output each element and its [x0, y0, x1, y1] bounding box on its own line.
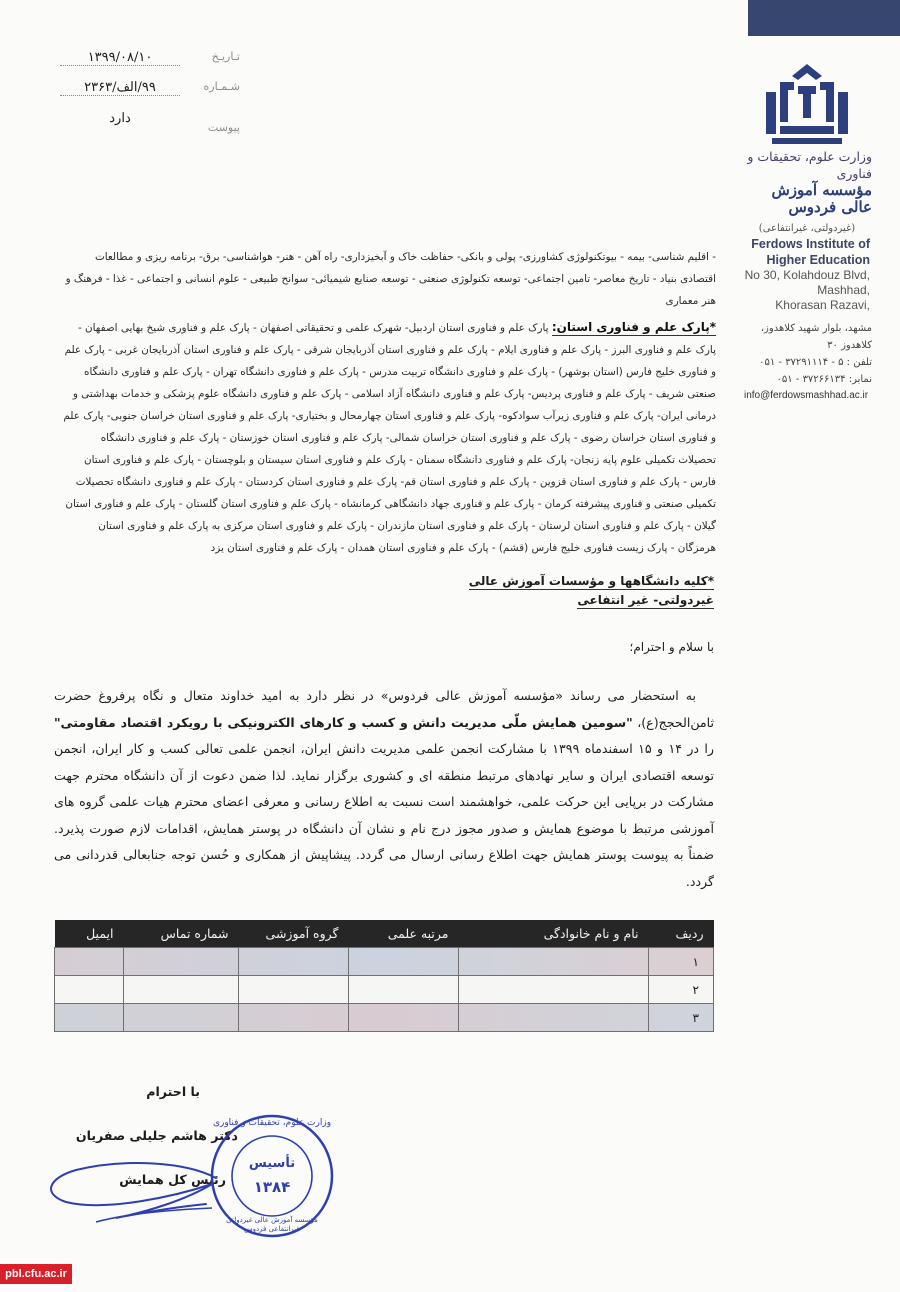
attachment-label: پیوست [207, 121, 240, 134]
table-cell[interactable] [349, 948, 459, 976]
footer-watermark: pbl.cfu.ac.ir [0, 1264, 72, 1284]
col-row: ردیف [649, 920, 714, 948]
parks-text: پارک علم و فناوری استان اردبیل- شهرک علمی و تحقیقاتی اصفهان - پارک علم و فناوری شیخ بهایی اصفهان - پارک علم و فناوری البرز - پارک علم و فناوری ایلام - پارک علم و فناوری استان آذربایجان شرقی - پارک علم و فناوری استان آذربایجان غربی - پارک علم و فناوری خلیج فارس (استان بوشهر) - پارک علم و فناوری دانشگاه تربیت مدرس - پارک علم و فناوری دانشگاه تهران - پارک علم و فناوری دانشگاه صنعتی شریف - پارک علم و فناوری پردیس- پارک علم و فناوری دانشگاه آزاد اسلامی - پارک علم و فناوری دانشگاه علوم پزشکی و خدمات بهداشتی و درمانی ایران- پارک علم و فناوری زیرآب سوادکوه- پارک علم و فناوری استان چهارمحال و بختیاری- پارک علم و فناوری استان خراسان جنوبی- پارک علم و فناوری استان خراسان رضوی - پارک علم و فناوری استان خراسان شمالی- پارک علم و فناوری استان خوزستان - پارک علم و فناوری دانشگاه تحصیلات تکمیلی علوم پایه زنجان- پارک علم و فناوری دانشگاه سمنان - پارک علم و فناوری استان سیستان و بلوچستان - پارک علم و فناوری استان فارس - پارک علم و فناوری استان قزوین - پارک علم و فناوری استان قم- پارک علم و فناوری استان کردستان - پارک علم و فناوری دانشگاه تحصیلات تکمیلی صنعتی و فناوری پیشرفته کرمان - پارک علم و فناوری جهاد دانشگاهی کرمانشاه - پارک علم و فناوری استان گلستان - پارک علم و فناوری استان گیلان - پارک علم و فناوری استان لرستان - پارک علم و فناوری استان مازندران - پارک علم و فناوری استان مرکزی به پارک علم و فناوری استان هرمزگان - پارک زیست فناوری خلیج فارس (قشم) - پارک علم و فناوری استان همدان - پارک علم و فناوری استان یزد [63, 322, 716, 554]
col-phone: شماره تماس [124, 920, 239, 948]
institute-name-en-2: Higher Education [766, 253, 870, 267]
org-persian-block [742, 148, 872, 237]
address-en-1: No 30, Kolahdouz Blvd, [744, 268, 870, 282]
stamp-text-mid: تأسیس [248, 1156, 296, 1171]
ministry-name: وزارت علوم، تحقیقات و فناوری [747, 149, 872, 181]
fax: نمابر: ۳۷۲۶۶۱۳۴ - ۰۵۱ [776, 374, 872, 385]
recipients-universities [404, 570, 714, 608]
table-cell[interactable] [239, 976, 349, 1004]
date-row [60, 50, 240, 72]
participants-table [54, 920, 714, 1032]
number-row [60, 80, 240, 102]
institute-type: (غیردولتی، غیرانتفاعی) [758, 223, 856, 234]
contact-block [742, 320, 872, 388]
table-cell[interactable] [459, 948, 649, 976]
row-number: ۳ [649, 1004, 714, 1032]
signer-name: دکتر هاشم جلیلی صفریان [75, 1128, 238, 1143]
body-part-2: را در ۱۴ و ۱۵ اسفندماه ۱۳۹۹ با مشارکت انجمن علمی مدیریت دانش ایران، انجمن علمی تعالی کسب و کار ایران، انجمن توسعه اقتصادی ایران و سایر نهادهای مرتبط منطقه ای و کشوری برگزار نماید. لذا ضمن دعوت از آن دانشگاه محترم جهت مشارکت در برپایی این حرکت علمی، خواهشمند است نسبت به اطلاع رسانی و معرفی اعضای محترم هیات علمی گروه های آموزشی مرتبط با موضوع همایش و صدور مجوز درج نام و نشان آن دانشگاه در پوستر همایش، اقدامات لازم صورت پذیرد. ضمناً به پیوست پوستر همایش جهت اطلاع رسانی ارسال می گردد. پیشاپیش از همکاری و حُسن توجه جنابعالی قدردانی می گردد. [54, 741, 714, 889]
institute-logo-icon [760, 62, 854, 146]
regards: با احترام [146, 1084, 200, 1099]
address-fa: مشهد، بلوار شهید کلاهدوز، کلاهدوز ۳۰ [760, 323, 872, 351]
table-cell[interactable] [239, 1004, 349, 1032]
table-cell[interactable] [55, 948, 124, 976]
parks-heading: *پارک علم و فناوری استان: [551, 320, 716, 334]
institute-name-en-1: Ferdows Institute of [751, 237, 870, 251]
recipients-parks [60, 316, 716, 559]
table-cell[interactable] [124, 948, 239, 976]
col-email: ایمیل [55, 920, 124, 948]
stamp-year: ۱۳۸۴ [253, 1178, 291, 1196]
attachment-row [60, 111, 240, 133]
table-cell[interactable] [124, 976, 239, 1004]
date-value: ۱۳۹۹/۰۸/۱۰ [60, 50, 180, 66]
org-english-block [744, 236, 870, 313]
table-cell[interactable] [239, 948, 349, 976]
table-cell[interactable] [349, 976, 459, 1004]
table-cell[interactable] [55, 976, 124, 1004]
header-color-band [748, 0, 900, 36]
body-part-1: به استحضار می رساند «مؤسسه آموزش عالی فردوس» در نظر دارد به امید خداوند متعال و نگاه پرفروغ حضرت ثامن‌الحجج(ع)، [54, 688, 715, 730]
col-name: نام و نام خانوادگی [459, 920, 649, 948]
number-value: ۹۹/الف/۲۳۶۳ [60, 80, 180, 96]
institute-name-fa: مؤسسه آموزش عالی فردوس [771, 181, 872, 216]
table-row [55, 948, 714, 976]
table-cell[interactable] [459, 1004, 649, 1032]
col-rank: مرتبه علمی [349, 920, 459, 948]
recipients-topics: - اقلیم شناسی- بیمه - بیوتکنولوژی کشاورزی- پولی و بانکی- حفاظت خاک و آبخیزداری- راه آهن - هنر- هواشناسی- برق- برنامه ریزی و مطالعات اقتصادی بنیاد - تاریخ معاصر- تامین اجتماعی- توسعه تکنولوژی صنعتی - توسعه صنایع شیمیائی- سوانح طبیعی - علوم انسانی و اجتماعی - غذا - فرهنگ و هنر معماری [65, 251, 716, 307]
date-label: تـاریـخ [211, 50, 240, 63]
greeting: با سلام و احترام؛ [629, 640, 714, 654]
signer-title: رئیس کل همایش [119, 1172, 226, 1187]
table-header-row [55, 920, 714, 948]
col-department: گروه آموزشی [239, 920, 349, 948]
official-stamp [208, 1112, 336, 1240]
table-row [55, 976, 714, 1004]
address-en-2: Mashhad, [817, 283, 870, 297]
table-cell[interactable] [124, 1004, 239, 1032]
handwritten-signature-icon [36, 1148, 226, 1238]
address-en-3: Khorasan Razavi, [775, 298, 870, 312]
table-cell[interactable] [55, 1004, 124, 1032]
table-cell[interactable] [459, 976, 649, 1004]
attachment-value: دارد [109, 111, 131, 126]
universities-line: *کلیه دانشگاهها و مؤسسات آموزش عالی غیردولتی- غیر انتفاعی [468, 574, 714, 607]
table-row [55, 1004, 714, 1032]
email: info@ferdowsmashhad.ac.ir [744, 390, 869, 401]
row-number: ۲ [649, 976, 714, 1004]
phone: تلفن : ۵ - ۳۷۲۹۱۱۱۴ - ۰۵۱ [759, 357, 872, 368]
event-title: "سومین همایش ملّی مدیریت دانش و کسب و کارهای الکترونیکی با رویکرد اقتصاد مقاومتی" [54, 714, 633, 730]
number-label: شـمـاره [203, 80, 240, 93]
table-cell[interactable] [349, 1004, 459, 1032]
stamp-text-bottom: مؤسسه آموزش عالی غیردولتی غیرانتفاعی فردوس [226, 1216, 318, 1233]
stamp-text-top: وزارت علوم، تحقیقات و فناوری [212, 1118, 332, 1128]
letter-body [54, 683, 714, 895]
row-number: ۱ [649, 948, 714, 976]
